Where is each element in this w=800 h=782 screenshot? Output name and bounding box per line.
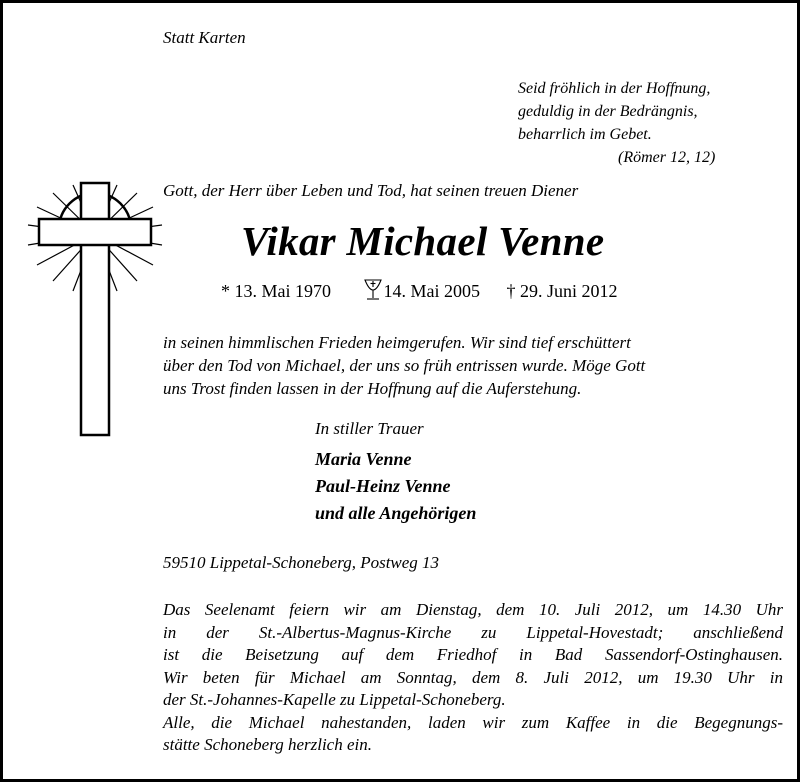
bible-verse — [518, 77, 715, 169]
verse-line: geduldig in der Bedrängnis, — [518, 103, 698, 120]
mourning-label: In stiller Trauer — [315, 419, 424, 438]
service-line: der St.-Johannes-Kapelle zu Lippetal-Schoneberg. — [163, 690, 506, 709]
ordination-date: 14. Mai 2005 — [383, 281, 480, 301]
chalice-icon — [363, 278, 383, 302]
service-line: in der St.-Albertus-Magnus-Kirche zu Lippetal-Hovestadt; anschließend — [163, 622, 783, 642]
mourner-name: und alle Angehörigen — [315, 503, 477, 523]
verse-reference: (Römer 12, 12) — [618, 149, 716, 166]
life-dates — [221, 278, 618, 302]
service-line: Das Seelenamt feiern wir am Dienstag, dem 10. Juli 2012, um 14.30 Uhr — [163, 600, 783, 619]
deceased-name: Vikar Michael Venne — [241, 218, 605, 264]
statt-karten-heading: Statt Karten — [163, 28, 246, 47]
intro-text: Gott, der Herr über Leben und Tod, hat seinen treuen Diener — [163, 181, 579, 200]
verse-line: beharrlich im Gebet. — [518, 126, 652, 143]
mourner-name: Paul-Heinz Venne — [315, 476, 451, 496]
ordination-date-group — [363, 278, 481, 302]
message-text — [163, 331, 783, 400]
service-line: Wir beten für Michael am Sonntag, dem 8. Juli 2012, um 19.30 Uhr in — [163, 667, 783, 687]
mourner-names — [315, 446, 476, 527]
birth-date: * 13. Mai 1970 — [221, 281, 331, 301]
message-line: uns Trost finden lassen in der Hoffnung auf die Auferstehung. — [163, 379, 582, 398]
service-line: Alle, die Michael nahestanden, laden wir zum Kaffee in die Begegnungs- — [163, 712, 783, 732]
message-line: über den Tod von Michael, der uns so früh entrissen wurde. Möge Gott — [163, 356, 646, 375]
service-information — [163, 599, 783, 757]
verse-line: Seid fröhlich in der Hoffnung, — [518, 80, 711, 97]
mourner-name: Maria Venne — [315, 449, 412, 469]
service-line: stätte Schoneberg herzlich ein. — [163, 735, 372, 754]
service-line: ist die Beisetzung auf dem Friedhof in Bad Sassendorf-Ostinghausen. — [163, 645, 783, 664]
cross-with-rays-icon — [25, 179, 165, 439]
message-line: in seinen himmlischen Frieden heimgerufen. Wir sind tief erschüttert — [163, 333, 631, 352]
death-date: † 29. Juni 2012 — [506, 281, 618, 301]
address: 59510 Lippetal-Schoneberg, Postweg 13 — [163, 553, 440, 572]
